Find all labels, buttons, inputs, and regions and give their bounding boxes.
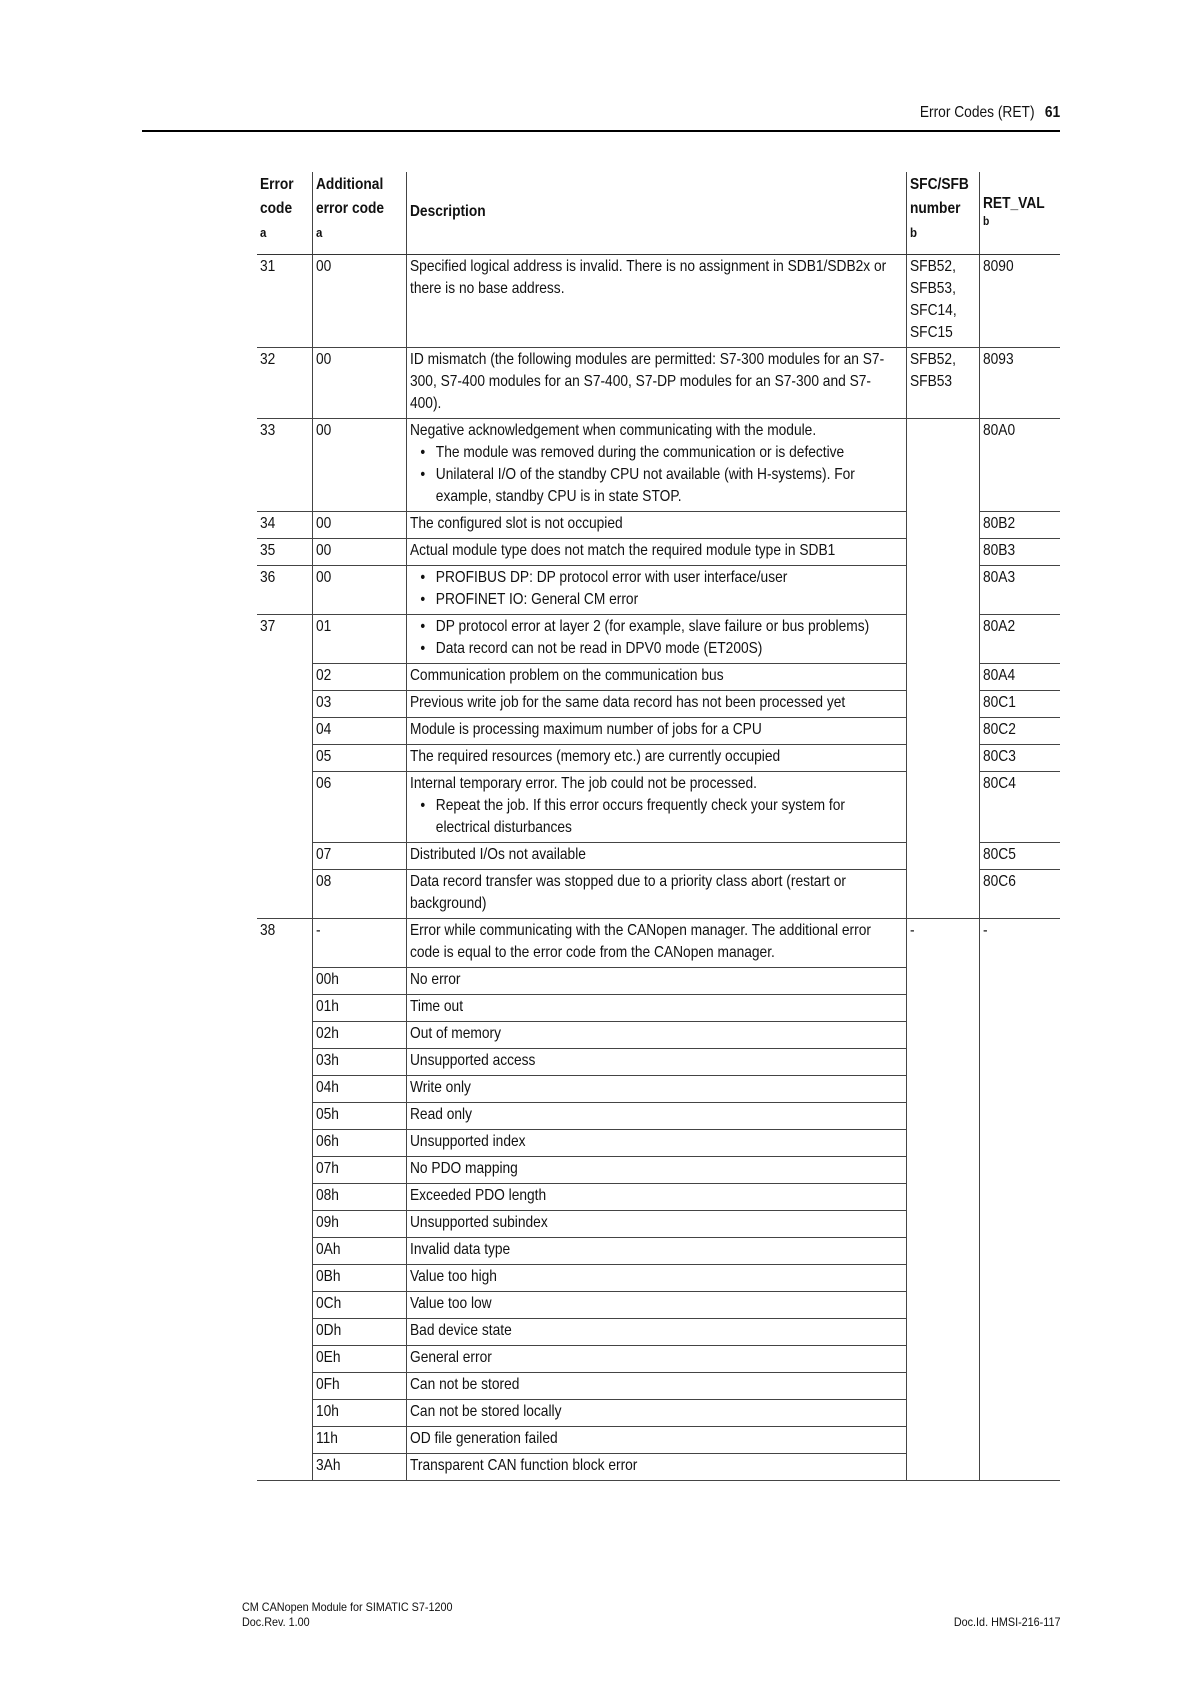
error-code-cell [257, 745, 312, 772]
description-cell: Unsupported index [406, 1130, 906, 1157]
bullet-item: • Unilateral I/O of the standby CPU not available (with H-systems). For example, standby CPU is in state STOP. [410, 464, 898, 508]
description-cell [406, 566, 906, 615]
additional-code-cell: 01 [312, 615, 406, 664]
description-cell: General error [406, 1346, 906, 1373]
table-row [257, 919, 1060, 968]
description-cell: Value too low [406, 1292, 906, 1319]
footnote-a-marker: a [260, 225, 267, 240]
description-cell: Read only [406, 1103, 906, 1130]
additional-code-cell: 00 [312, 255, 406, 348]
canopen-code-row [257, 1103, 1060, 1130]
description-cell: Transparent CAN function block error [406, 1454, 906, 1481]
error-code-cell: 37 [260, 618, 276, 636]
description-cell: Can not be stored [406, 1373, 906, 1400]
description-cell: Bad device state [406, 1319, 906, 1346]
table-row [257, 566, 1060, 615]
sfc-sfb-cell [906, 615, 979, 664]
sfc-sfb-cell [906, 419, 979, 512]
description-cell: Previous write job for the same data record has not been processed yet [406, 691, 906, 718]
footnote-b-marker: b [909, 225, 917, 240]
ret-val-cell: 80C5 [979, 843, 1060, 870]
additional-code-cell: 05h [312, 1103, 406, 1130]
canopen-code-row [257, 1184, 1060, 1211]
description-cell: No error [406, 968, 906, 995]
sfc-sfb-cell [906, 539, 979, 566]
table-row [257, 348, 1060, 419]
bullet-item: • Repeat the job. If this error occurs frequently check your system for electrical disturbances [410, 795, 898, 839]
table-row [257, 539, 1060, 566]
ret-val-cell: 8090 [979, 255, 1060, 348]
col-header-sfc-sfb-number: SFC/SFB number $^b$ [906, 172, 979, 255]
table-row [257, 615, 1060, 664]
footer-product: CM CANopen Module for SIMATIC S7-1200 [242, 1600, 453, 1614]
sfc-sfb-cell [906, 870, 979, 919]
additional-code-cell: 01h [312, 995, 406, 1022]
additional-code-cell: 0Fh [312, 1373, 406, 1400]
error-code-cell: 32 [257, 348, 312, 419]
table-header-row [257, 172, 1060, 255]
error-code-cell: 33 [257, 419, 312, 512]
bullet-item: • PROFIBUS DP: DP protocol error with user interface/user [410, 567, 898, 589]
additional-code-cell: 00 [312, 539, 406, 566]
sfc-sfb-cell [906, 745, 979, 772]
additional-code-cell: 00h [312, 968, 406, 995]
description-cell: Specified logical address is invalid. There is no assignment in SDB1/SDB2x or there is no base address. [406, 255, 906, 348]
description-cell: Out of memory [406, 1022, 906, 1049]
sfc-sfb-cell [906, 691, 979, 718]
description-cell: Module is processing maximum number of jobs for a CPU [406, 718, 906, 745]
bullet-item: • DP protocol error at layer 2 (for example, slave failure or bus problems) [410, 616, 898, 638]
col-header-description: Description [406, 172, 906, 255]
description-cell: Distributed I/Os not available [406, 843, 906, 870]
additional-code-cell: 0Ah [312, 1238, 406, 1265]
canopen-code-row [257, 1022, 1060, 1049]
additional-code-cell: 04h [312, 1076, 406, 1103]
additional-code-cell: 08h [312, 1184, 406, 1211]
canopen-code-row [257, 1373, 1060, 1400]
sfc-sfb-cell: SFB52, SFB53 [906, 348, 979, 419]
canopen-code-row [257, 1076, 1060, 1103]
table-row [257, 772, 1060, 843]
sfc-sfb-cell [906, 718, 979, 745]
description-cell [406, 615, 906, 664]
canopen-code-row [257, 1211, 1060, 1238]
canopen-code-row [257, 1346, 1060, 1373]
additional-code-cell: - [312, 919, 406, 968]
ret-val-cell: 80B3 [979, 539, 1060, 566]
additional-code-cell: 06 [312, 772, 406, 843]
header-line [920, 104, 1060, 122]
error-code-cell [257, 664, 312, 691]
additional-code-cell: 00 [312, 566, 406, 615]
description-cell: Can not be stored locally [406, 1400, 906, 1427]
canopen-code-row [257, 1157, 1060, 1184]
canopen-code-row [257, 1454, 1060, 1481]
table-row [257, 512, 1060, 539]
table-row [257, 745, 1060, 772]
error-code-cell [257, 691, 312, 718]
table-row [257, 843, 1060, 870]
sfc-sfb-cell [906, 843, 979, 870]
ret-val-cell: - [979, 919, 1060, 968]
description-cell: Data record transfer was stopped due to a priority class abort (restart or background) [406, 870, 906, 919]
page-number: 61 [1044, 104, 1060, 121]
description-cell: Internal temporary error. The job could not be processed. • Repeat the job. If this error occurs frequently check your system for electrical disturbances [406, 772, 906, 843]
canopen-code-row [257, 1427, 1060, 1454]
footnote-a-marker: a [315, 225, 322, 240]
error-code-cell: 38 [260, 922, 276, 940]
additional-code-cell: 02 [312, 664, 406, 691]
description-cell: No PDO mapping [406, 1157, 906, 1184]
ret-val-cell: 80C3 [979, 745, 1060, 772]
ret-val-cell: 80A3 [979, 566, 1060, 615]
additional-code-cell: 09h [312, 1211, 406, 1238]
error-code-cell: 35 [257, 539, 312, 566]
description-cell: Unsupported access [406, 1049, 906, 1076]
canopen-code-row [257, 1238, 1060, 1265]
additional-code-cell: 03 [312, 691, 406, 718]
error-codes-table [257, 172, 1060, 1481]
description-cell: Negative acknowledgement when communicating with the module. • The module was removed during the communication or is defective • Unilateral I/O of the standby CPU not available (with H-systems). For example, standby CPU is in state STOP. [406, 419, 906, 512]
additional-code-cell: 02h [312, 1022, 406, 1049]
footer-doc-id: Doc.Id. HMSI-216-117 [953, 1615, 1060, 1629]
ret-val-cell: 80C1 [979, 691, 1060, 718]
sfc-sfb-cell [906, 772, 979, 843]
additional-code-cell: 11h [312, 1427, 406, 1454]
description-cell: Write only [406, 1076, 906, 1103]
ret-val-cell: 80C6 [979, 870, 1060, 919]
canopen-code-row [257, 1265, 1060, 1292]
additional-code-cell: 00 [312, 419, 406, 512]
ret-val-cell: 8093 [979, 348, 1060, 419]
error-code-cell [257, 870, 312, 919]
ret-val-cell: 80C2 [979, 718, 1060, 745]
error-code-cell [257, 772, 312, 843]
canopen-code-row [257, 968, 1060, 995]
page-header [142, 100, 1060, 132]
description-cell: Invalid data type [406, 1238, 906, 1265]
additional-code-cell: 0Bh [312, 1265, 406, 1292]
error-code-cell: 36 [257, 566, 312, 615]
table-row [257, 870, 1060, 919]
ret-val-cell: 80A2 [979, 615, 1060, 664]
bullet-item: • PROFINET IO: General CM error [410, 589, 898, 611]
ret-val-cell: 80A4 [979, 664, 1060, 691]
additional-code-cell: 04 [312, 718, 406, 745]
canopen-code-row [257, 1400, 1060, 1427]
footer-doc-rev: Doc.Rev. 1.00 [242, 1615, 310, 1629]
description-cell: Actual module type does not match the required module type in SDB1 [406, 539, 906, 566]
description-cell: Time out [406, 995, 906, 1022]
description-cell: OD file generation failed [406, 1427, 906, 1454]
table-row [257, 419, 1060, 512]
table-row [257, 255, 1060, 348]
bullet-item: • Data record can not be read in DPV0 mode (ET200S) [410, 638, 898, 660]
description-cell: The required resources (memory etc.) are currently occupied [406, 745, 906, 772]
description-cell: ID mismatch (the following modules are permitted: S7-300 modules for an S7-300, S7-400 modules for an S7-400, S7-DP modules for an S7-300 and S7-400). [406, 348, 906, 419]
additional-code-cell: 08 [312, 870, 406, 919]
sfc-sfb-cell: - [906, 919, 979, 968]
col-header-error-code: Error code $^a$ [257, 172, 312, 255]
error-code-cell [257, 843, 312, 870]
sfc-sfb-cell [906, 664, 979, 691]
ret-val-cell: 80A0 [979, 419, 1060, 512]
table-row [257, 718, 1060, 745]
error-code-cell: 34 [257, 512, 312, 539]
table-row [257, 664, 1060, 691]
sfc-sfb-cell: SFB52, SFB53, SFC14, SFC15 [906, 255, 979, 348]
error-code-cell: 31 [257, 255, 312, 348]
header-title: Error Codes (RET) [919, 104, 1035, 121]
description-cell: Unsupported subindex [406, 1211, 906, 1238]
canopen-code-row [257, 1292, 1060, 1319]
col-header-additional-error-code: Additional error code $^a$ [312, 172, 406, 255]
description-cell: Value too high [406, 1265, 906, 1292]
ret-val-cell: 80C4 [979, 772, 1060, 843]
table-row [257, 691, 1060, 718]
sfc-sfb-cell [906, 512, 979, 539]
additional-code-cell: 07h [312, 1157, 406, 1184]
footer-left [242, 1600, 452, 1630]
additional-code-cell: 0Ch [312, 1292, 406, 1319]
description-cell: The configured slot is not occupied [406, 512, 906, 539]
additional-code-cell: 06h [312, 1130, 406, 1157]
bullet-item: • The module was removed during the communication or is defective [410, 442, 898, 464]
error-code-cell [257, 718, 312, 745]
additional-code-cell: 05 [312, 745, 406, 772]
additional-code-cell: 00 [312, 512, 406, 539]
canopen-code-row [257, 1319, 1060, 1346]
description-cell: Communication problem on the communication bus [406, 664, 906, 691]
col-header-ret-val: RET_VAL b [979, 172, 1060, 255]
canopen-code-row [257, 995, 1060, 1022]
additional-code-cell: 07 [312, 843, 406, 870]
canopen-code-row [257, 1130, 1060, 1157]
additional-code-cell: 00 [312, 348, 406, 419]
additional-code-cell: 0Dh [312, 1319, 406, 1346]
description-cell: Exceeded PDO length [406, 1184, 906, 1211]
additional-code-cell: 0Eh [312, 1346, 406, 1373]
additional-code-cell: 03h [312, 1049, 406, 1076]
sfc-sfb-cell [906, 566, 979, 615]
additional-code-cell: 3Ah [312, 1454, 406, 1481]
ret-val-cell: 80B2 [979, 512, 1060, 539]
canopen-code-row [257, 1049, 1060, 1076]
additional-code-cell: 10h [312, 1400, 406, 1427]
description-cell: Error while communicating with the CANopen manager. The additional error code is equal to the error code from the CANopen manager. [406, 919, 906, 968]
footnote-b-marker: b [982, 213, 989, 228]
